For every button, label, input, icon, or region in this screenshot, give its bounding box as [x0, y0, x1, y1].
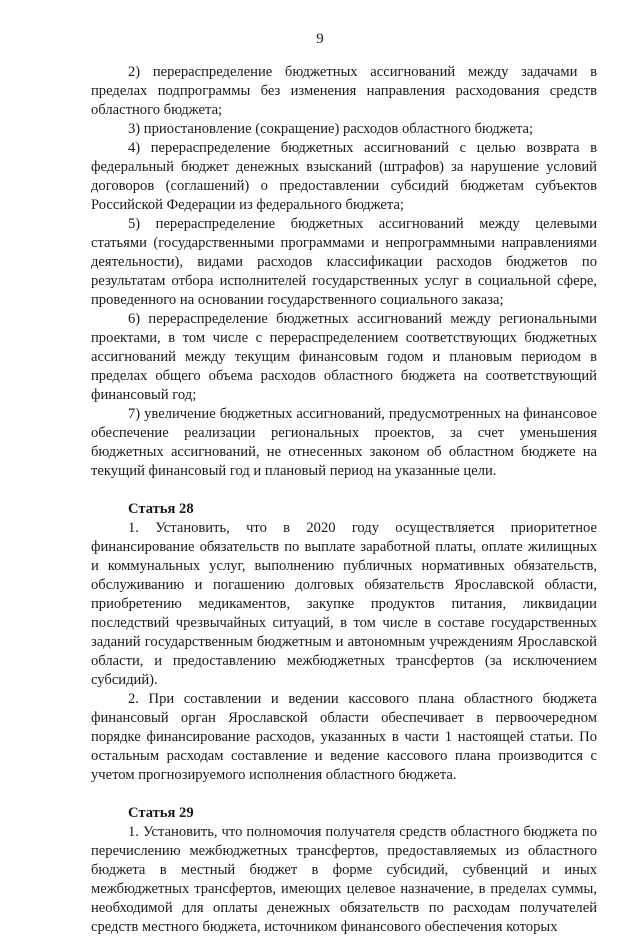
document-body — [91, 63, 597, 937]
article-28-heading: Статья 28 — [128, 501, 194, 517]
paragraph-item-2: 2) перераспределение бюджетных ассигнований между задачами в пределах подпрограммы без изменения направления расходования средств областного бюджета; — [91, 64, 597, 118]
paragraph-item-7: 7) увеличение бюджетных ассигнований, предусмотренных на финансовое обеспечение реализации региональных проектов, за счет уменьшения бюджетных ассигнований, не отнесенных законом об областном бюджете на текущий финансовый год и плановый период на указанные цели. — [91, 406, 597, 479]
article-28-part-1: 1. Установить, что в 2020 году осуществляется приоритетное финансирование обязательств по выплате заработной платы, оплате жилищных и коммунальных услуг, выполнению публичных нормативных обязательств, обслуживанию и погашению долговых обязательств Ярославской области, приобретению медикаментов, закупке продуктов питания, ликвидации последствий чрезвычайных ситуаций, в том числе в составе государственных заданий государственным бюджетным и автономным учреждениям Ярославской области, и предоставлению межбюджетных трансфертов (за исключением субсидий). — [91, 520, 597, 688]
paragraph-item-4: 4) перераспределение бюджетных ассигнований с целью возврата в федеральный бюджет денежных взысканий (штрафов) за нарушение условий договоров (соглашений) о предоставлении субсидий бюджетам субъектов Российской Федерации из федерального бюджета; — [91, 140, 597, 213]
page-number: 9 — [316, 31, 324, 47]
paragraph-item-3: 3) приостановление (сокращение) расходов областного бюджета; — [128, 121, 534, 137]
article-28-part-2: 2. При составлении и ведении кассового плана областного бюджета финансовый орган Ярославской области обеспечивает в первоочередном порядке финансирование расходов, указанных в части 1 настоящей статьи. По остальным расходам составление и ведение кассового плана производится с учетом прогнозируемого исполнения областного бюджета. — [91, 691, 597, 783]
paragraph-item-6: 6) перераспределение бюджетных ассигнований между региональными проектами, в том числе с перераспределением соответствующих бюджетных ассигнований между текущим финансовым годом и плановым периодом в пределах общего объема расходов областного бюджета на соответствующий финансовый год; — [91, 311, 597, 403]
paragraph-item-5: 5) перераспределение бюджетных ассигнований между целевыми статьями (государственными программами и непрограммными направлениями деятельности), видами расходов классификации расходов бюджетов по результатам отбора исполнителей государственных услуг в социальной сфере, проведенного на основании государственного социального заказа; — [91, 216, 597, 308]
article-29-part-1: 1. Установить, что полномочия получателя средств областного бюджета по перечислению межбюджетных трансфертов, предоставляемых из областного бюджета в местный бюджет в форме субсидий, субвенций и иных межбюджетных трансфертов, имеющих целевое назначение, в пределах суммы, необходимой для оплаты денежных обязательств по расходам получателей средств местного бюджета, источником финансового обеспечения которых — [91, 824, 597, 935]
article-29-heading: Статья 29 — [128, 805, 194, 821]
